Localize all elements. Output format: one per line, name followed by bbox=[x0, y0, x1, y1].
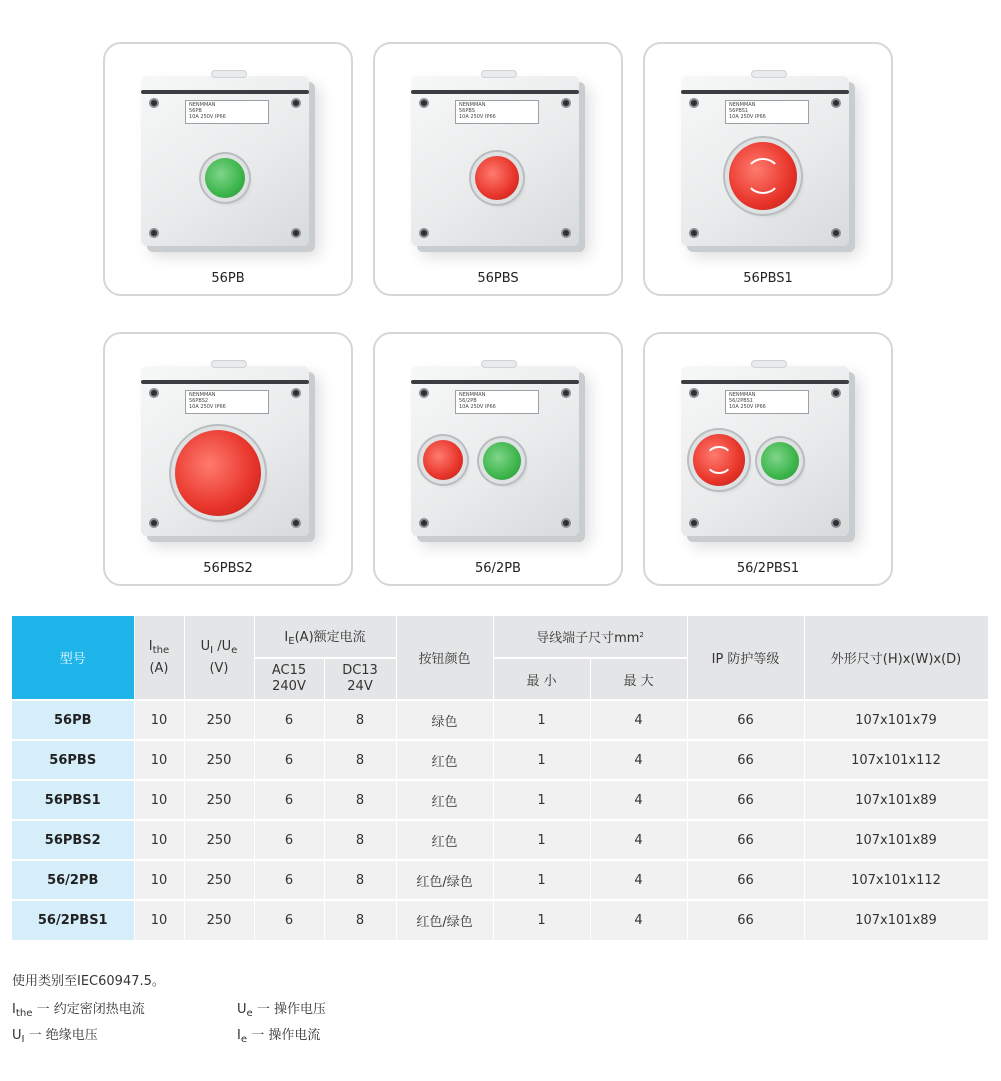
header-ac15 bbox=[254, 658, 324, 700]
nameplate-ip: IP66 bbox=[754, 114, 766, 120]
nameplate-current: 10A bbox=[729, 404, 739, 410]
screw-icon bbox=[561, 228, 571, 238]
cell-dc13: 8 bbox=[324, 740, 396, 780]
nameplate-current: 10A bbox=[189, 404, 199, 410]
table-row bbox=[12, 860, 988, 900]
cell-ithe: 10 bbox=[134, 820, 184, 860]
nameplate-current: 10A bbox=[459, 114, 469, 120]
cell-ip: 66 bbox=[687, 860, 804, 900]
ie-main: I bbox=[284, 629, 289, 645]
legend-ie bbox=[237, 1024, 320, 1045]
header-min: 最 小 bbox=[493, 658, 590, 700]
cell-model: 56/2PB bbox=[12, 860, 134, 900]
wire-text: 导线端子尺寸mm bbox=[536, 631, 640, 646]
product-caption: 56/2PB bbox=[475, 561, 521, 576]
cell-ac15: 6 bbox=[254, 700, 324, 740]
nameplate-model: 56PBS bbox=[459, 108, 475, 114]
cell-ithe: 10 bbox=[134, 860, 184, 900]
cell-model: 56PBS1 bbox=[12, 780, 134, 820]
cell-ip: 66 bbox=[687, 740, 804, 780]
screw-icon bbox=[149, 228, 159, 238]
emergency-stop-icon bbox=[693, 434, 745, 486]
legend-ui-main: U bbox=[12, 1028, 22, 1043]
table-row bbox=[12, 820, 988, 860]
cell-dc13: 8 bbox=[324, 900, 396, 940]
cell-ip: 66 bbox=[687, 780, 804, 820]
nameplate bbox=[725, 390, 809, 414]
header-ithe bbox=[134, 616, 184, 700]
header-dc13 bbox=[324, 658, 396, 700]
ithe-sub: the bbox=[152, 645, 170, 657]
ithe-unit: (A) bbox=[149, 660, 169, 676]
top-knob bbox=[751, 360, 787, 368]
table-row bbox=[12, 700, 988, 740]
cell-model: 56PB bbox=[12, 700, 134, 740]
nameplate bbox=[725, 100, 809, 124]
nameplate-brand: NENMMAN bbox=[729, 102, 756, 108]
nameplate bbox=[185, 390, 269, 414]
cell-ac15: 6 bbox=[254, 860, 324, 900]
cell-dims: 107x101x89 bbox=[804, 820, 988, 860]
nameplate-current: 10A bbox=[189, 114, 199, 120]
product-caption: 56PBS1 bbox=[743, 271, 793, 286]
ie-rest: (A)额定电流 bbox=[294, 629, 366, 645]
cell-ui: 250 bbox=[184, 820, 254, 860]
ue-sub: e bbox=[231, 645, 238, 657]
screw-icon bbox=[561, 98, 571, 108]
ui-unit: (V) bbox=[209, 660, 229, 676]
table-row bbox=[12, 900, 988, 940]
green-button-icon bbox=[205, 158, 245, 198]
header-ip: IP 防护等级 bbox=[687, 616, 804, 700]
cell-min: 1 bbox=[493, 780, 590, 820]
nameplate-ip: IP66 bbox=[214, 114, 226, 120]
product-card-56pbs bbox=[373, 42, 623, 296]
nameplate bbox=[455, 100, 539, 124]
nameplate-ip: IP66 bbox=[754, 404, 766, 410]
ui-main: U bbox=[200, 639, 211, 655]
legend-ithe-desc: 一 约定密闭热电流 bbox=[36, 1002, 145, 1017]
cell-color: 红色/绿色 bbox=[396, 900, 493, 940]
nameplate-voltage: 250V bbox=[470, 404, 484, 410]
top-knob bbox=[751, 70, 787, 78]
header-model: 型号 bbox=[12, 616, 134, 700]
cell-model: 56PBS bbox=[12, 740, 134, 780]
screw-icon bbox=[561, 518, 571, 528]
cell-max: 4 bbox=[590, 820, 687, 860]
cell-max: 4 bbox=[590, 740, 687, 780]
header-button-color: 按钮颜色 bbox=[396, 616, 493, 700]
ui-sep: /U bbox=[213, 639, 232, 655]
top-knob bbox=[481, 360, 517, 368]
legend-ie-sub: e bbox=[240, 1034, 248, 1046]
emergency-stop-icon bbox=[729, 142, 797, 210]
screw-icon bbox=[689, 98, 699, 108]
cell-min: 1 bbox=[493, 900, 590, 940]
legend-ue-main: U bbox=[237, 1002, 247, 1017]
cell-model: 56/2PBS1 bbox=[12, 900, 134, 940]
cell-ithe: 10 bbox=[134, 700, 184, 740]
screw-icon bbox=[419, 518, 429, 528]
screw-icon bbox=[419, 98, 429, 108]
cell-ac15: 6 bbox=[254, 780, 324, 820]
ac15-line2: 240V bbox=[272, 679, 306, 694]
product-card-56-2pb bbox=[373, 332, 623, 586]
screw-icon bbox=[689, 518, 699, 528]
nameplate bbox=[455, 390, 539, 414]
nameplate-ip: IP66 bbox=[484, 404, 496, 410]
cell-dims: 107x101x89 bbox=[804, 900, 988, 940]
spec-table bbox=[12, 616, 989, 940]
nameplate-ip: IP66 bbox=[214, 404, 226, 410]
cell-ac15: 6 bbox=[254, 820, 324, 860]
cell-dc13: 8 bbox=[324, 700, 396, 740]
legend-ue bbox=[237, 998, 326, 1019]
screw-icon bbox=[291, 518, 301, 528]
header-wire bbox=[493, 616, 687, 658]
cell-max: 4 bbox=[590, 860, 687, 900]
product-card-56pb bbox=[103, 42, 353, 296]
screw-icon bbox=[291, 388, 301, 398]
nameplate-voltage: 250V bbox=[470, 114, 484, 120]
product-caption: 56PBS2 bbox=[203, 561, 253, 576]
wire-sup: 2 bbox=[639, 630, 644, 639]
header-ui-ue bbox=[184, 616, 254, 700]
screw-icon bbox=[561, 388, 571, 398]
cell-ithe: 10 bbox=[134, 900, 184, 940]
cell-dc13: 8 bbox=[324, 780, 396, 820]
red-button-icon bbox=[475, 156, 519, 200]
cell-dims: 107x101x112 bbox=[804, 740, 988, 780]
nameplate-model: 56PBS1 bbox=[729, 108, 749, 114]
screw-icon bbox=[831, 388, 841, 398]
nameplate-model: 56/2PBS1 bbox=[729, 398, 753, 404]
usage-note: 使用类别至IEC60947.5。 bbox=[12, 974, 165, 989]
cell-color: 红色 bbox=[396, 740, 493, 780]
screw-icon bbox=[149, 518, 159, 528]
screw-icon bbox=[831, 98, 841, 108]
large-red-button-icon bbox=[175, 430, 261, 516]
cell-color: 红色 bbox=[396, 780, 493, 820]
product-card-56pbs1 bbox=[643, 42, 893, 296]
ie-sub: E bbox=[288, 636, 295, 648]
product-caption: 56PBS bbox=[477, 271, 519, 286]
screw-icon bbox=[419, 228, 429, 238]
cell-max: 4 bbox=[590, 900, 687, 940]
cell-ui: 250 bbox=[184, 860, 254, 900]
screw-icon bbox=[831, 518, 841, 528]
cell-ip: 66 bbox=[687, 700, 804, 740]
nameplate-model: 56PBS2 bbox=[189, 398, 209, 404]
top-knob bbox=[211, 360, 247, 368]
legend-ui bbox=[12, 1024, 98, 1045]
header-ie bbox=[254, 616, 396, 658]
cell-min: 1 bbox=[493, 860, 590, 900]
ac15-line1: AC15 bbox=[271, 663, 307, 678]
legend-ie-desc: 一 操作电流 bbox=[251, 1028, 321, 1043]
screw-icon bbox=[149, 388, 159, 398]
legend-ue-sub: e bbox=[246, 1008, 253, 1020]
cell-dims: 107x101x79 bbox=[804, 700, 988, 740]
cell-ithe: 10 bbox=[134, 740, 184, 780]
legend-ui-desc: 一 绝缘电压 bbox=[28, 1028, 98, 1043]
cell-ac15: 6 bbox=[254, 900, 324, 940]
cell-ui: 250 bbox=[184, 700, 254, 740]
cell-dc13: 8 bbox=[324, 860, 396, 900]
cell-dims: 107x101x89 bbox=[804, 780, 988, 820]
cell-ui: 250 bbox=[184, 780, 254, 820]
legend-ie-main: I bbox=[237, 1028, 241, 1043]
screw-icon bbox=[689, 228, 699, 238]
cell-min: 1 bbox=[493, 820, 590, 860]
header-max: 最 大 bbox=[590, 658, 687, 700]
nameplate-voltage: 250V bbox=[740, 114, 754, 120]
enclosure-image bbox=[141, 366, 309, 536]
nameplate-brand: NENMMAN bbox=[729, 392, 756, 398]
enclosure-image bbox=[141, 76, 309, 246]
cell-color: 绿色 bbox=[396, 700, 493, 740]
nameplate-model: 56PB bbox=[189, 108, 202, 114]
screw-icon bbox=[419, 388, 429, 398]
table-row bbox=[12, 780, 988, 820]
nameplate bbox=[185, 100, 269, 124]
cell-min: 1 bbox=[493, 700, 590, 740]
cell-min: 1 bbox=[493, 740, 590, 780]
nameplate-current: 10A bbox=[729, 114, 739, 120]
top-knob bbox=[481, 70, 517, 78]
nameplate-current: 10A bbox=[459, 404, 469, 410]
cell-dims: 107x101x112 bbox=[804, 860, 988, 900]
red-button-icon bbox=[423, 440, 463, 480]
enclosure-image bbox=[411, 76, 579, 246]
legend-ithe-sub: the bbox=[15, 1008, 33, 1020]
enclosure-image bbox=[411, 366, 579, 536]
screw-icon bbox=[291, 98, 301, 108]
dc13-line2: 24V bbox=[347, 679, 373, 694]
cell-max: 4 bbox=[590, 700, 687, 740]
nameplate-ip: IP66 bbox=[484, 114, 496, 120]
cell-model: 56PBS2 bbox=[12, 820, 134, 860]
ui-sub: I bbox=[210, 645, 214, 657]
nameplate-voltage: 250V bbox=[740, 404, 754, 410]
nameplate-voltage: 250V bbox=[200, 404, 214, 410]
enclosure-image bbox=[681, 366, 849, 536]
screw-icon bbox=[831, 228, 841, 238]
legend-ui-sub: I bbox=[21, 1034, 25, 1046]
nameplate-voltage: 250V bbox=[200, 114, 214, 120]
cell-color: 红色 bbox=[396, 820, 493, 860]
cell-ip: 66 bbox=[687, 900, 804, 940]
header-dims: 外形尺寸(H)x(W)x(D) bbox=[804, 616, 988, 700]
cell-ip: 66 bbox=[687, 820, 804, 860]
cell-ac15: 6 bbox=[254, 740, 324, 780]
product-card-56pbs2 bbox=[103, 332, 353, 586]
nameplate-brand: NENMMAN bbox=[459, 392, 486, 398]
ithe-main: I bbox=[148, 639, 153, 655]
product-caption: 56PB bbox=[211, 271, 245, 286]
cell-max: 4 bbox=[590, 780, 687, 820]
enclosure-image bbox=[681, 76, 849, 246]
cell-ithe: 10 bbox=[134, 780, 184, 820]
nameplate-model: 56/2PB bbox=[459, 398, 477, 404]
green-button-icon bbox=[761, 442, 799, 480]
product-card-56-2pbs1 bbox=[643, 332, 893, 586]
dc13-line1: DC13 bbox=[342, 663, 378, 678]
screw-icon bbox=[291, 228, 301, 238]
table-row bbox=[12, 740, 988, 780]
top-knob bbox=[211, 70, 247, 78]
cell-ui: 250 bbox=[184, 740, 254, 780]
screw-icon bbox=[689, 388, 699, 398]
green-button-icon bbox=[483, 442, 521, 480]
nameplate-brand: NENMMAN bbox=[459, 102, 486, 108]
legend-ithe bbox=[12, 998, 145, 1019]
legend-ithe-main: I bbox=[12, 1002, 16, 1017]
nameplate-brand: NENMMAN bbox=[189, 102, 216, 108]
cell-ui: 250 bbox=[184, 900, 254, 940]
cell-dc13: 8 bbox=[324, 820, 396, 860]
legend-ue-desc: 一 操作电压 bbox=[256, 1002, 327, 1017]
nameplate-brand: NENMMAN bbox=[189, 392, 216, 398]
cell-color: 红色/绿色 bbox=[396, 860, 493, 900]
screw-icon bbox=[149, 98, 159, 108]
product-caption: 56/2PBS1 bbox=[736, 561, 800, 576]
